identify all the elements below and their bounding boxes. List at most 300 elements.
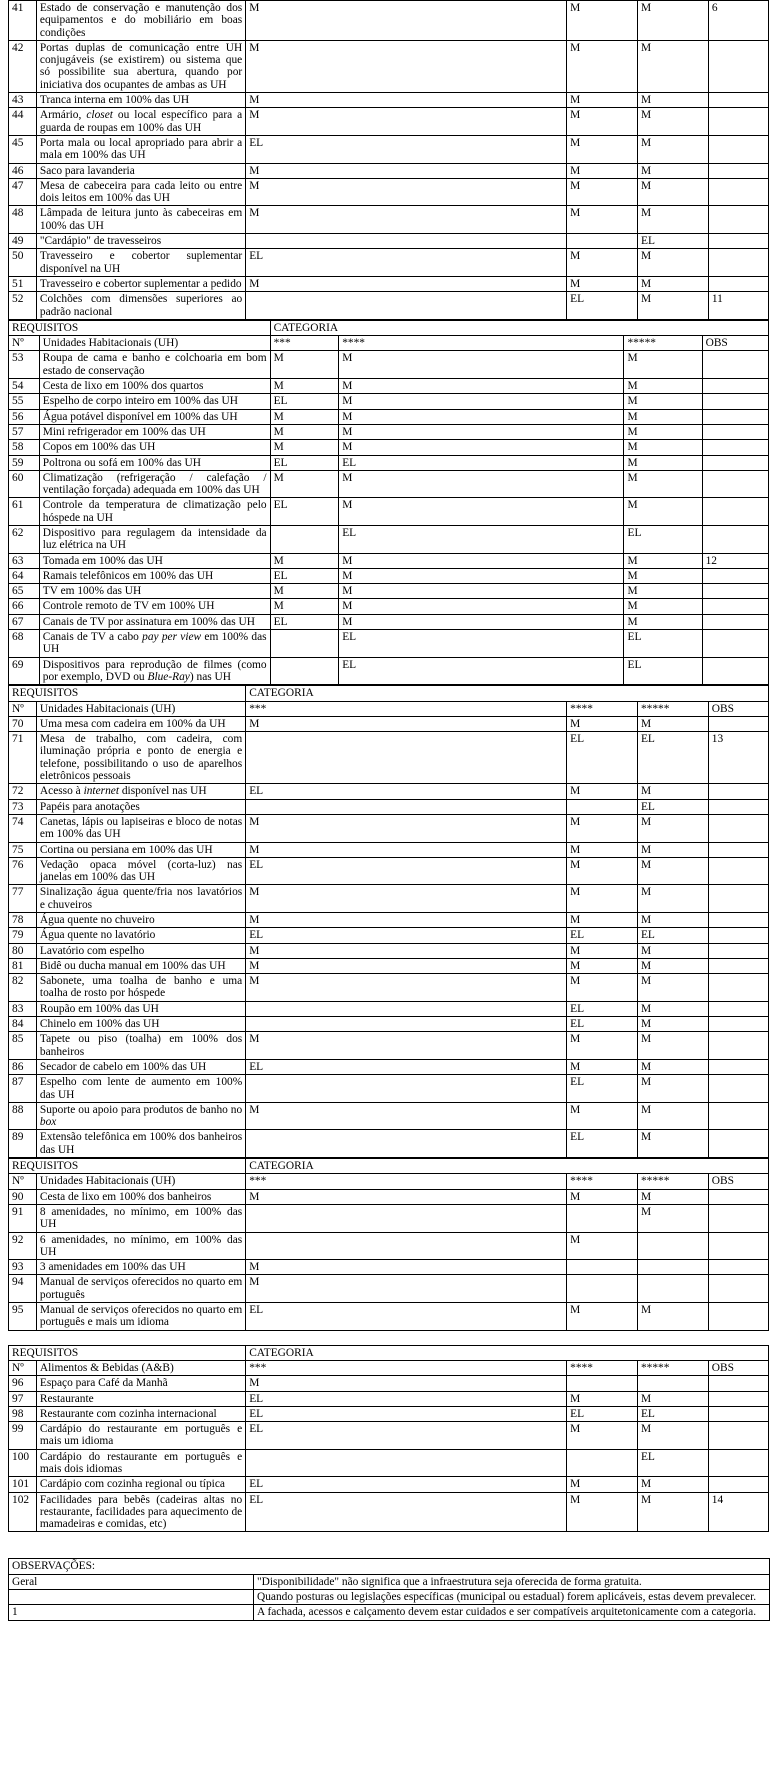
cell-cat3: M (246, 1189, 567, 1204)
cell-cat3: M (246, 163, 567, 178)
row-description: Cortina ou persiana em 100% das UH (36, 842, 245, 857)
cell-cat4: M (567, 206, 638, 234)
cell-cat5: M (624, 409, 702, 424)
row-number: 61 (9, 498, 40, 526)
table-row (9, 974, 769, 1002)
cell-cat3: EL (246, 1492, 567, 1532)
cell-obs (702, 525, 768, 553)
observations-table (8, 1558, 770, 1620)
table-row (9, 842, 769, 857)
cell-obs (702, 424, 768, 439)
row-description: Espelho de corpo inteiro em 100% das UH (39, 394, 270, 409)
row-number: 78 (9, 913, 37, 928)
cell-cat3: M (246, 958, 567, 973)
categoria-label: CATEGORIA (246, 686, 769, 701)
table-row (9, 394, 769, 409)
row-description: Restaurante com cozinha internacional (36, 1406, 245, 1421)
row-description: Canetas, lápis ou lapiseiras e bloco de notas em 100% das UH (36, 814, 245, 842)
cell-cat5: M (637, 1032, 708, 1060)
cell-cat5: M (637, 1189, 708, 1204)
row-description: Portas duplas de comunicação entre UH conjugáveis (se existirem) ou sistema que só possibilite sua abertura, quando por iniciativa dos ocupantes de ambas as UH (36, 40, 245, 92)
cell-cat4: EL (567, 292, 638, 320)
cell-cat3: EL (270, 455, 339, 470)
cell-cat3: EL (246, 1059, 567, 1074)
row-description: Copos em 100% das UH (39, 440, 270, 455)
cat3-header: *** (246, 701, 567, 716)
cell-cat3: M (270, 553, 339, 568)
cat3-header: *** (246, 1174, 567, 1189)
cell-cat4: M (567, 1232, 638, 1260)
requisitos-label: REQUISITOS (9, 1345, 246, 1360)
table-row (9, 1275, 769, 1303)
cat5-header: ***** (637, 701, 708, 716)
cell-obs: 12 (702, 553, 768, 568)
section-4-body (9, 1159, 769, 1331)
cell-cat3: EL (246, 249, 567, 277)
cell-cat3 (246, 292, 567, 320)
cell-obs (708, 1275, 768, 1303)
table-row (9, 379, 769, 394)
cell-cat3: M (246, 178, 567, 206)
cell-cat4: EL (567, 928, 638, 943)
cell-cat5: M (637, 1303, 708, 1331)
cell-cat5: M (637, 1391, 708, 1406)
requirements-table-section-4 (8, 1158, 769, 1331)
row-description: Estado de conservação e manutenção dos equipamentos e do mobiliário em boas condições (36, 1, 245, 41)
column-header-row (9, 1174, 769, 1189)
cell-obs (702, 470, 768, 498)
table-row (9, 553, 769, 568)
row-description: Manual de serviços oferecidos no quarto em português e mais um idioma (36, 1303, 245, 1331)
table-row (9, 958, 769, 973)
cell-cat3: EL (246, 1406, 567, 1421)
row-description: Cardápio com cozinha regional ou típica (36, 1477, 245, 1492)
cell-cat4: M (567, 1032, 638, 1060)
row-number: 85 (9, 1032, 37, 1060)
cell-cat3 (246, 732, 567, 784)
cell-cat5: M (637, 1017, 708, 1032)
cell-cat3: M (246, 206, 567, 234)
row-number: 47 (9, 178, 37, 206)
cat4-header: **** (567, 701, 638, 716)
cell-obs (708, 1189, 768, 1204)
table-row (9, 234, 769, 249)
cell-obs (708, 1017, 768, 1032)
row-description: Armário, closet ou local específico para a guarda de roupas em 100% das UH (36, 108, 245, 136)
row-number: 60 (9, 470, 40, 498)
cell-cat5: M (637, 1001, 708, 1016)
table-row (9, 1376, 769, 1391)
table-row (9, 568, 769, 583)
table-row (9, 857, 769, 885)
cell-obs (702, 351, 768, 379)
cell-obs (702, 409, 768, 424)
row-description: Tapete ou piso (toalha) em 100% dos banheiros (36, 1032, 245, 1060)
cell-cat3: M (246, 913, 567, 928)
cell-cat3 (246, 1017, 567, 1032)
row-description: Manual de serviços oferecidos no quarto em português (36, 1275, 245, 1303)
section-header-row (9, 1159, 769, 1174)
cell-cat3: M (270, 424, 339, 439)
row-description: 8 amenidades, no mínimo, em 100% das UH (36, 1204, 245, 1232)
cell-cat4: EL (339, 525, 624, 553)
cell-cat3: M (246, 108, 567, 136)
row-number: 82 (9, 974, 37, 1002)
cell-obs (708, 885, 768, 913)
table-row (9, 93, 769, 108)
row-number: 72 (9, 784, 37, 799)
row-number: 86 (9, 1059, 37, 1074)
row-description: Climatização (refrigeração / calefação / ventilação forçada) adequada em 100% das UH (39, 470, 270, 498)
section-2-body (9, 320, 769, 684)
row-number: 62 (9, 525, 40, 553)
cell-cat5 (637, 1376, 708, 1391)
cell-cat5: M (624, 599, 702, 614)
cell-cat5: M (624, 553, 702, 568)
row-number: 89 (9, 1130, 37, 1158)
row-number: 102 (9, 1492, 37, 1532)
observation-text: Quando posturas ou legislações específicas (municipal ou estadual) forem aplicáveis, estas devem prevalecer. (254, 1590, 770, 1605)
row-number: 54 (9, 379, 40, 394)
row-description: Dispositivos para reprodução de filmes (como por exemplo, DVD ou Blue-Ray) nas UH (39, 657, 270, 685)
cell-cat4: M (567, 943, 638, 958)
cell-obs (702, 568, 768, 583)
cell-cat4: M (567, 1492, 638, 1532)
row-description: Cesta de lixo em 100% dos banheiros (36, 1189, 245, 1204)
cell-cat4: M (567, 135, 638, 163)
row-number: 83 (9, 1001, 37, 1016)
row-number: 91 (9, 1204, 37, 1232)
cell-cat4: M (339, 470, 624, 498)
row-number: 64 (9, 568, 40, 583)
cat3-header: *** (246, 1360, 567, 1375)
row-description: Secador de cabelo em 100% das UH (36, 1059, 245, 1074)
row-number: 95 (9, 1303, 37, 1331)
cell-cat4: M (567, 958, 638, 973)
cell-cat4: M (567, 814, 638, 842)
observation-row (9, 1605, 770, 1620)
cell-obs (708, 163, 768, 178)
cell-cat5: EL (637, 799, 708, 814)
cell-cat5: M (624, 455, 702, 470)
cell-obs (708, 1376, 768, 1391)
cell-cat3 (270, 657, 339, 685)
cell-cat3: M (246, 1, 567, 41)
cell-obs (702, 614, 768, 629)
cell-cat5: M (637, 814, 708, 842)
observation-row (9, 1574, 770, 1589)
table-row (9, 657, 769, 685)
cell-cat4 (567, 1449, 638, 1477)
cell-cat4: M (339, 568, 624, 583)
cell-cat4: M (567, 163, 638, 178)
row-description: Extensão telefônica em 100% dos banheiros das UH (36, 1130, 245, 1158)
table-row (9, 525, 769, 553)
row-number: 59 (9, 455, 40, 470)
row-number: 56 (9, 409, 40, 424)
table-row (9, 630, 769, 658)
cell-cat3 (246, 1001, 567, 1016)
row-number: 94 (9, 1275, 37, 1303)
cell-cat3: EL (246, 1477, 567, 1492)
cell-cat3: EL (246, 857, 567, 885)
table-row (9, 470, 769, 498)
cell-cat5: M (638, 163, 709, 178)
cell-cat4: EL (567, 1001, 638, 1016)
row-number: 81 (9, 958, 37, 973)
row-number: 79 (9, 928, 37, 943)
table-row (9, 814, 769, 842)
table-row (9, 135, 769, 163)
cell-cat3: M (246, 1376, 567, 1391)
cell-cat5: M (637, 784, 708, 799)
cell-cat5: M (624, 351, 702, 379)
cell-cat5: EL (624, 657, 702, 685)
table-row (9, 1075, 769, 1103)
cell-cat4: M (567, 249, 638, 277)
cell-obs (708, 842, 768, 857)
observacoes-label: OBSERVAÇÕES: (9, 1559, 770, 1574)
row-number: 93 (9, 1260, 37, 1275)
cell-cat3: M (246, 1102, 567, 1130)
row-description: Bidê ou ducha manual em 100% das UH (36, 958, 245, 973)
cell-cat5: M (637, 1204, 708, 1232)
row-number: 98 (9, 1406, 37, 1421)
table-row (9, 716, 769, 731)
cell-cat3: M (270, 584, 339, 599)
table-row (9, 799, 769, 814)
cell-cat4: M (567, 974, 638, 1002)
cell-cat3: M (246, 93, 567, 108)
cell-cat5: M (637, 857, 708, 885)
row-number: 76 (9, 857, 37, 885)
table-row (9, 784, 769, 799)
table-row (9, 885, 769, 913)
cell-obs (702, 584, 768, 599)
row-description: Água quente no lavatório (36, 928, 245, 943)
observation-label (9, 1590, 254, 1605)
section-header-row (9, 320, 769, 335)
observations-body (9, 1559, 770, 1620)
cell-cat5: M (637, 1075, 708, 1103)
row-description: Facilidades para bebês (cadeiras altas no restaurante, facilidades para aquecimento de mamadeiras e comidas, etc) (36, 1492, 245, 1532)
cell-cat4: M (567, 1303, 638, 1331)
row-number: 75 (9, 842, 37, 857)
cell-cat5: M (637, 1422, 708, 1450)
cell-cat3: EL (246, 784, 567, 799)
row-description: Espelho com lente de aumento em 100% das UH (36, 1075, 245, 1103)
cell-obs (708, 1001, 768, 1016)
row-number: 63 (9, 553, 40, 568)
cell-cat4: EL (567, 1075, 638, 1103)
observation-text: A fachada, acessos e calçamento devem estar cuidados e ser compatíveis arquitetonicamente com a categoria. (254, 1605, 770, 1620)
row-description: Vedação opaca móvel (corta-luz) nas janelas em 100% das UH (36, 857, 245, 885)
obs-header: OBS (708, 1174, 768, 1189)
cell-cat4: M (339, 614, 624, 629)
row-number: 88 (9, 1102, 37, 1130)
cell-cat4: M (567, 1422, 638, 1450)
cell-cat4: M (567, 716, 638, 731)
cell-cat4: M (339, 584, 624, 599)
cell-cat4: M (567, 857, 638, 885)
cell-obs (708, 1075, 768, 1103)
cell-cat3: EL (246, 1391, 567, 1406)
cell-cat4: EL (567, 1017, 638, 1032)
table-row (9, 276, 769, 291)
cell-cat3: M (246, 842, 567, 857)
row-number: 74 (9, 814, 37, 842)
cell-cat4 (567, 234, 638, 249)
row-description: Colchões com dimensões superiores ao padrão nacional (36, 292, 245, 320)
table-row (9, 1449, 769, 1477)
column-header-row (9, 701, 769, 716)
cell-obs (708, 206, 768, 234)
cell-cat4: M (567, 784, 638, 799)
cell-cat5 (637, 1232, 708, 1260)
row-number: 96 (9, 1376, 37, 1391)
row-description: Controle da temperatura de climatização pelo hóspede na UH (39, 498, 270, 526)
table-row (9, 292, 769, 320)
table-row (9, 498, 769, 526)
cell-obs (702, 440, 768, 455)
cell-obs (708, 1260, 768, 1275)
cat4-header: **** (567, 1360, 638, 1375)
row-description: Saco para lavanderia (36, 163, 245, 178)
row-number: 41 (9, 1, 37, 41)
table-row (9, 108, 769, 136)
cell-cat5: M (638, 249, 709, 277)
subsection-header: Unidades Habitacionais (UH) (39, 336, 270, 351)
cell-obs (702, 657, 768, 685)
table-row (9, 943, 769, 958)
cell-obs (708, 93, 768, 108)
table-row (9, 584, 769, 599)
table-row (9, 1032, 769, 1060)
table-row (9, 1492, 769, 1532)
row-number: 57 (9, 424, 40, 439)
row-number: 99 (9, 1422, 37, 1450)
table-row (9, 163, 769, 178)
table-row (9, 1406, 769, 1421)
cell-cat4: M (567, 1059, 638, 1074)
cell-cat4: M (567, 276, 638, 291)
cell-cat4: M (567, 1102, 638, 1130)
categoria-label: CATEGORIA (246, 1345, 769, 1360)
cell-cat4: M (339, 394, 624, 409)
row-description: Controle remoto de TV em 100% UH (39, 599, 270, 614)
cell-obs (702, 599, 768, 614)
obs-header: OBS (708, 1360, 768, 1375)
row-description: Mesa de cabeceira para cada leito ou entre dois leitos em 100% das UH (36, 178, 245, 206)
cell-cat4: M (567, 1189, 638, 1204)
cell-cat5: M (624, 568, 702, 583)
cell-obs (708, 1422, 768, 1450)
cell-cat4: EL (567, 732, 638, 784)
row-description: Mini refrigerador em 100% das UH (39, 424, 270, 439)
cell-obs (708, 276, 768, 291)
row-number: 84 (9, 1017, 37, 1032)
cell-cat3: EL (246, 135, 567, 163)
cell-cat5: M (637, 974, 708, 1002)
row-description: Suporte ou apoio para produtos de banho no box (36, 1102, 245, 1130)
cat5-header: ***** (637, 1360, 708, 1375)
numero-header: Nº (9, 1174, 37, 1189)
cell-cat3 (270, 525, 339, 553)
cell-obs (708, 1232, 768, 1260)
cell-cat3: M (246, 276, 567, 291)
cell-cat5: M (638, 135, 709, 163)
requisitos-label: REQUISITOS (9, 1159, 246, 1174)
cell-cat5: M (638, 93, 709, 108)
requirements-table-section-1 (8, 0, 769, 320)
cell-obs (708, 857, 768, 885)
requisitos-label: REQUISITOS (9, 320, 271, 335)
observation-label: Geral (9, 1574, 254, 1589)
row-description: Canais de TV por assinatura em 100% das UH (39, 614, 270, 629)
table-row (9, 249, 769, 277)
table-row (9, 614, 769, 629)
row-number: 44 (9, 108, 37, 136)
row-description: Tranca interna em 100% das UH (36, 93, 245, 108)
row-number: 67 (9, 614, 40, 629)
section-header-row (9, 686, 769, 701)
row-number: 69 (9, 657, 40, 685)
cell-cat3: M (246, 974, 567, 1002)
table-row (9, 1422, 769, 1450)
row-number: 73 (9, 799, 37, 814)
cat5-header: ***** (624, 336, 702, 351)
row-number: 92 (9, 1232, 37, 1260)
section-header-row (9, 1345, 769, 1360)
cell-cat5: M (637, 943, 708, 958)
cell-cat5: M (638, 292, 709, 320)
cell-cat3: EL (246, 1303, 567, 1331)
row-description: Sinalização água quente/fria nos lavatórios e chuveiros (36, 885, 245, 913)
cell-obs (708, 958, 768, 973)
cell-cat3: M (270, 379, 339, 394)
table-row (9, 351, 769, 379)
row-number: 43 (9, 93, 37, 108)
cell-cat5: M (624, 614, 702, 629)
cell-cat5: M (624, 424, 702, 439)
row-number: 42 (9, 40, 37, 92)
row-number: 49 (9, 234, 37, 249)
cell-cat5: M (638, 178, 709, 206)
cell-cat4: M (339, 351, 624, 379)
section-3-body (9, 686, 769, 1158)
row-number: 97 (9, 1391, 37, 1406)
cell-cat4: M (567, 913, 638, 928)
table-row (9, 1391, 769, 1406)
row-number: 46 (9, 163, 37, 178)
cell-obs (708, 1130, 768, 1158)
row-number: 55 (9, 394, 40, 409)
cell-cat3: EL (246, 1422, 567, 1450)
table-row (9, 409, 769, 424)
table-row (9, 599, 769, 614)
cell-obs (702, 498, 768, 526)
row-description: Poltrona ou sofá em 100% das UH (39, 455, 270, 470)
row-description: Travesseiro e cobertor suplementar a pedido (36, 276, 245, 291)
cell-cat4: M (567, 885, 638, 913)
cell-cat3: M (246, 1275, 567, 1303)
cat5-header: ***** (637, 1174, 708, 1189)
subsection-header: Unidades Habitacionais (UH) (36, 1174, 245, 1189)
cell-obs (708, 1391, 768, 1406)
cell-cat4: M (567, 1477, 638, 1492)
requirements-table-section-2 (8, 320, 769, 685)
cell-cat5: M (637, 958, 708, 973)
